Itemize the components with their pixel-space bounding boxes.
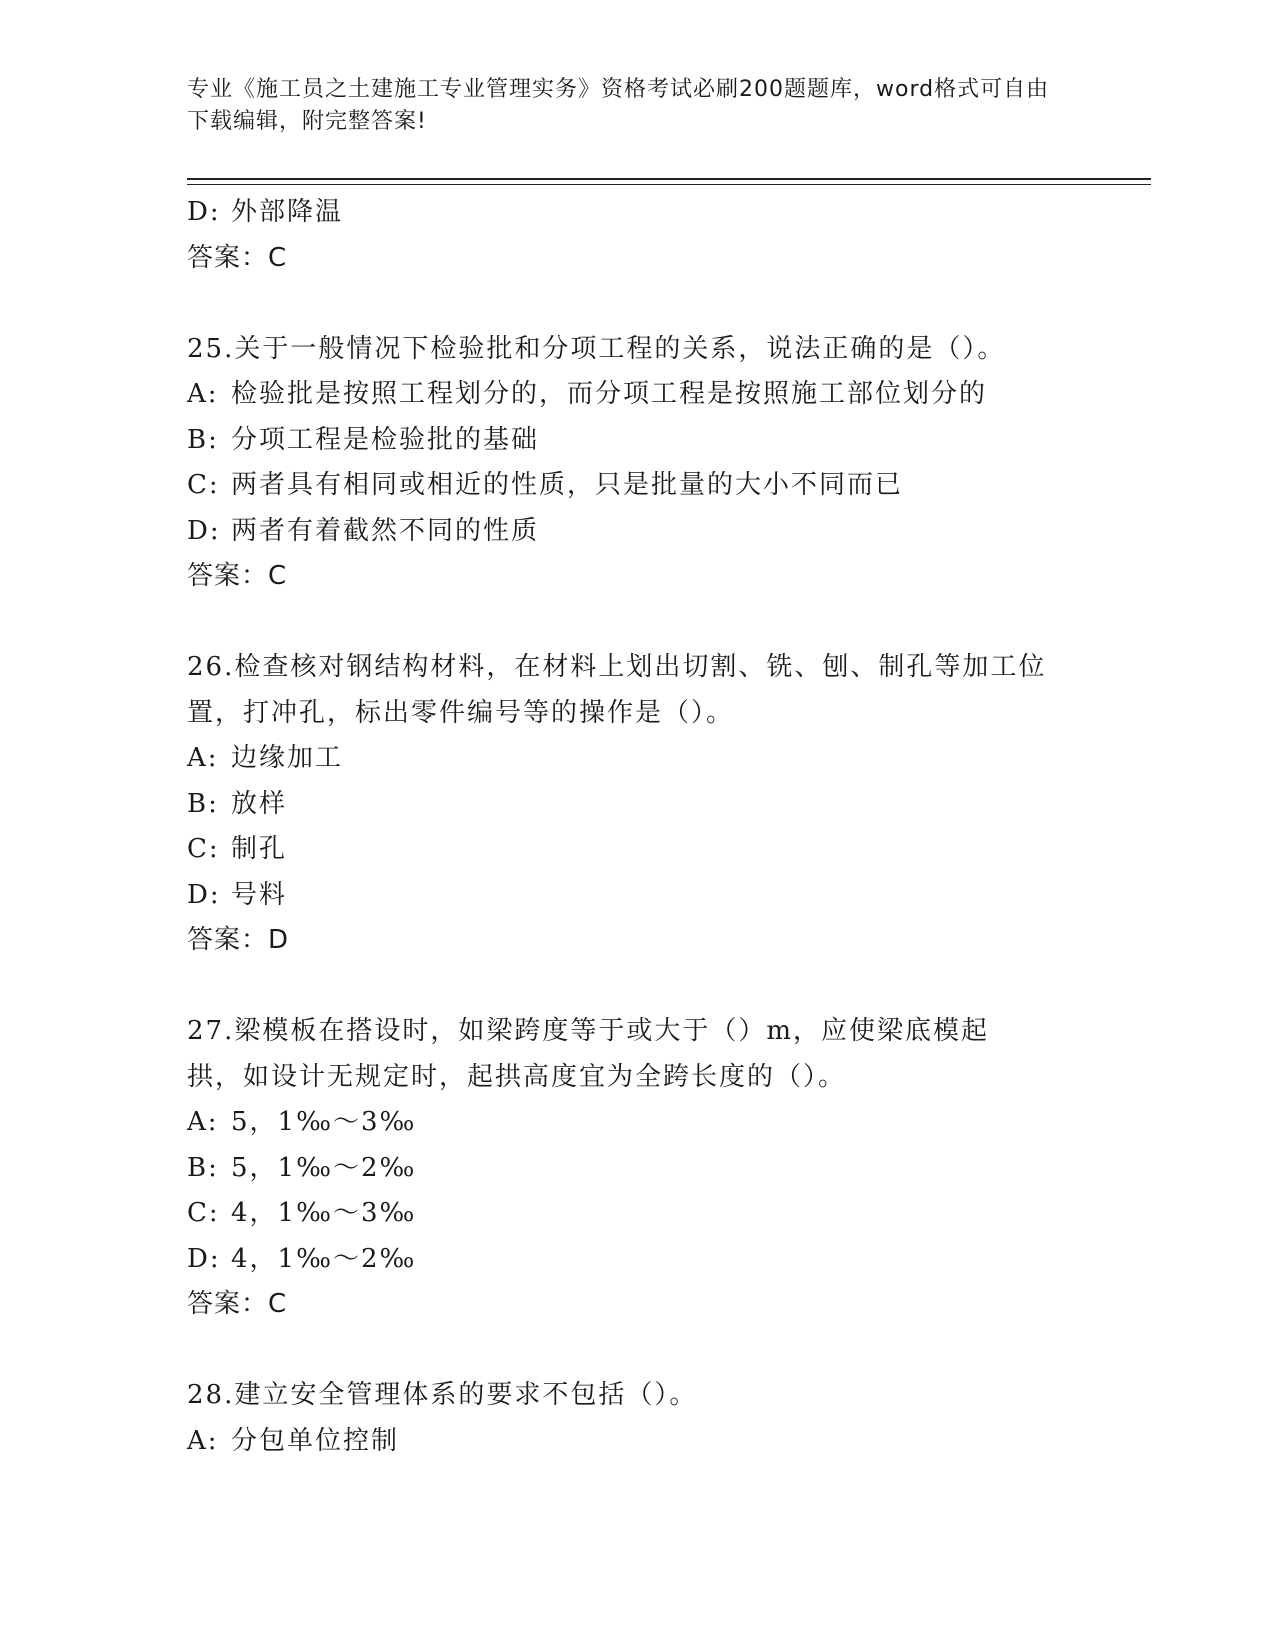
question-28-option-a [187, 1419, 1087, 1465]
question-25-option-c [187, 463, 1087, 509]
option-text: 两者具有相同或相近的性质，只是批量的大小不同而已 [231, 470, 904, 500]
question-27-option-d [187, 1237, 1087, 1283]
spacer [187, 964, 1087, 1010]
option-letter: A: [187, 1107, 219, 1137]
option-text: 放样 [231, 788, 288, 819]
option-letter: C: [187, 470, 220, 500]
option-letter: B: [187, 424, 219, 455]
question-25-option-a [187, 372, 1087, 418]
option-letter: C: [187, 1198, 220, 1228]
question-26-stem: 26.检查核对钢结构材料，在材料上划出切割、铣、刨、制孔等加工位置，打冲孔，标出零件编号等的操作是（）。 [187, 652, 1047, 728]
option-text: 5，1‰～2‰ [231, 1152, 417, 1183]
option-letter: A: [187, 1425, 219, 1456]
question-28-stem: 28.建立安全管理体系的要求不包括（）。 [187, 1380, 698, 1410]
option-text: 检验批是按照工程划分的，而分项工程是按照施工部位划分的 [231, 379, 988, 409]
option-letter: D: [187, 197, 221, 227]
question-25-option-d [187, 509, 1087, 555]
option-letter: D: [187, 879, 221, 910]
question-26-option-c [187, 827, 1087, 873]
option-letter: A: [187, 743, 219, 773]
option-text: 分项工程是检验批的基础 [231, 424, 540, 455]
spacer [187, 281, 1087, 327]
option-text: 5，1‰～3‰ [231, 1107, 417, 1137]
question-25-option-b [187, 418, 1087, 464]
prev-option-d [187, 190, 1087, 236]
header-rule-thick [187, 178, 1151, 180]
question-25-answer: 答案：C [187, 561, 288, 591]
option-text: 制孔 [231, 834, 288, 864]
document-header: 专业《施工员之土建施工专业管理实务》资格考试必刷200题题库，word格式可自由下载编辑，附完整答案! [187, 77, 1050, 134]
question-content [187, 190, 1087, 1464]
option-text: 4，1‰～3‰ [231, 1198, 417, 1228]
header-rule-thin [187, 184, 1151, 185]
question-26-answer: 答案：D [187, 925, 290, 955]
question-25-stem: 25.关于一般情况下检验批和分项工程的关系，说法正确的是（）。 [187, 333, 1006, 364]
spacer [187, 1328, 1087, 1374]
question-26-option-a [187, 736, 1087, 782]
option-letter: D: [187, 1243, 221, 1274]
question-27-option-b [187, 1146, 1087, 1192]
option-text: 4，1‰～2‰ [231, 1243, 417, 1274]
question-27-answer: 答案：C [187, 1289, 288, 1319]
option-text: 分包单位控制 [231, 1425, 400, 1456]
option-text: 外部降温 [231, 197, 344, 227]
option-letter: C: [187, 834, 220, 864]
option-letter: B: [187, 1152, 219, 1183]
question-26-option-d [187, 873, 1087, 919]
question-26-option-b [187, 782, 1087, 828]
option-text: 号料 [231, 879, 288, 910]
option-letter: D: [187, 515, 221, 546]
question-27-stem: 27.梁模板在搭设时，如梁跨度等于或大于（）m，应使梁底模起拱，如设计无规定时，起拱高度宜为全跨长度的（）。 [187, 1016, 990, 1092]
option-letter: B: [187, 788, 219, 819]
option-text: 两者有着截然不同的性质 [231, 515, 540, 546]
prev-answer: 答案：C [187, 242, 288, 273]
question-27-option-a [187, 1100, 1087, 1146]
option-text: 边缘加工 [231, 743, 344, 773]
option-letter: A: [187, 379, 219, 409]
spacer [187, 600, 1087, 646]
question-27-option-c [187, 1191, 1087, 1237]
